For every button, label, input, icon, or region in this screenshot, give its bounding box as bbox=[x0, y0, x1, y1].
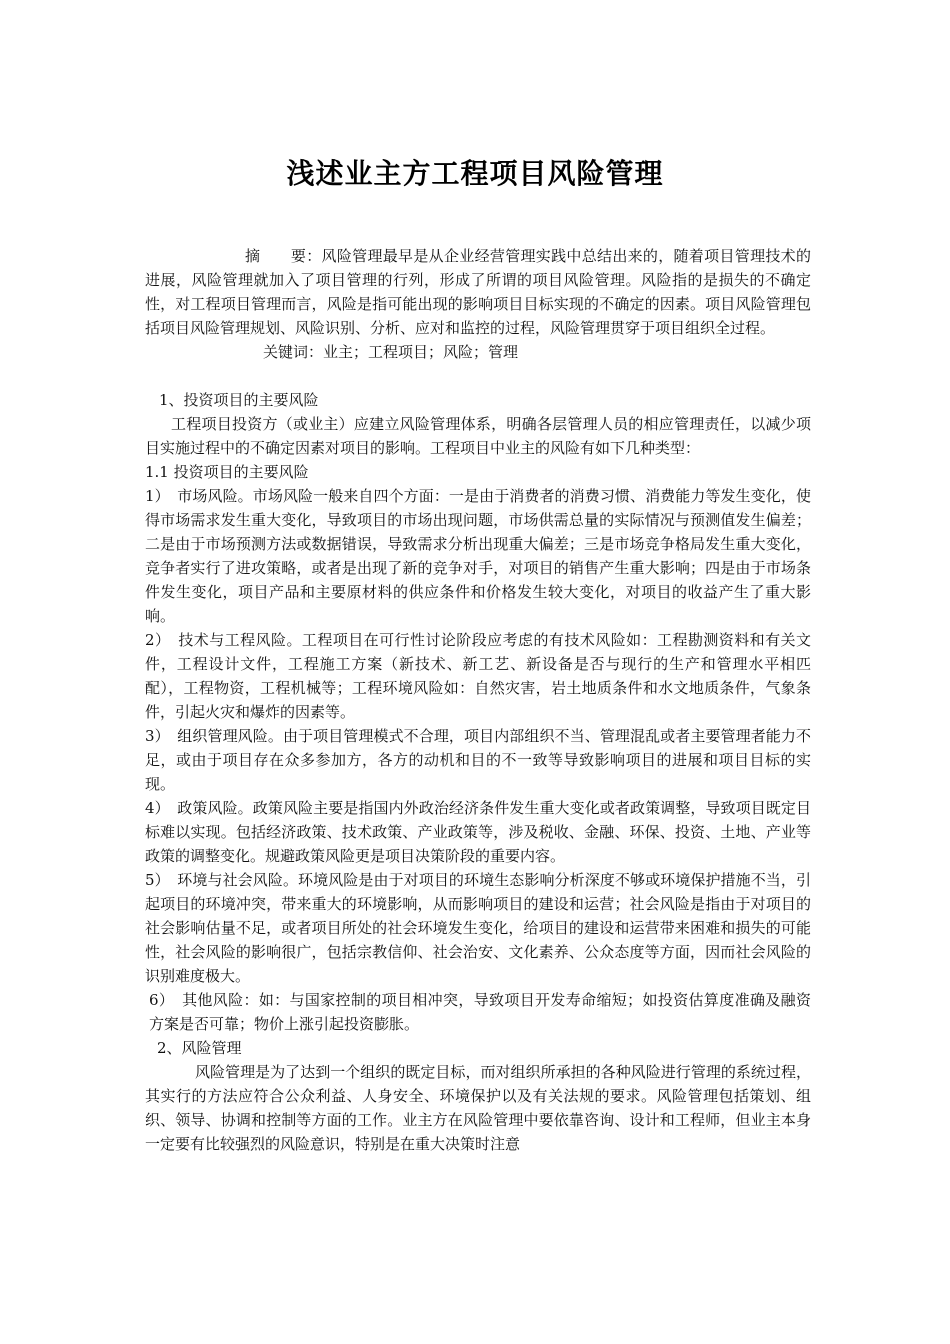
risk-item-policy: 4） 政策风险。政策风险主要是指国内外政治经济条件发生重大变化或者政策调整，导致项目既定目标难以实现。包括经济政策、技术政策、产业政策等，涉及税收、金融、环保、投资、土地、产业等政策的调整变化。规避政策风险更是项目决策阶段的重要内容。 bbox=[145, 799, 811, 865]
abstract-paragraph: 摘 要：风险管理最早是从企业经营管理实践中总结出来的，随着项目管理技术的进展，风险管理就加入了项目管理的行列，形成了所谓的项目风险管理。风险指的是损失的不确定性，对工程项目管理而言，风险是指可能出现的影响项目目标实现的不确定的因素。项目风险管理包括项目风险管理规划、风险识别、分析、应对和监控的过程，风险管理贯穿于项目组织全过程。 bbox=[145, 247, 811, 337]
risk-item-organization: 3） 组织管理风险。由于项目管理模式不合理，项目内部组织不当、管理混乱或者主要管理者能力不足，或由于项目存在众多参加方，各方的动机和目的不一致等导致影响项目的进展和项目目标的实现。 bbox=[145, 727, 811, 793]
keywords-line: 关键词：业主；工程项目；风险；管理 bbox=[263, 343, 519, 361]
section-1-intro: 工程项目投资方（或业主）应建立风险管理体系，明确各层管理人员的相应管理责任，以减少项目实施过程中的不确定因素对项目的影响。工程项目中业主的风险有如下几种类型： bbox=[145, 415, 811, 457]
risk-item-other: 6） 其他风险：如：与国家控制的项目相冲突，导致项目开发寿命缩短；如投资估算度准确及融资方案是否可靠；物价上涨引起投资膨胀。 bbox=[149, 991, 811, 1033]
risk-item-market: 1） 市场风险。市场风险一般来自四个方面：一是由于消费者的消费习惯、消费能力等发生变化，使得市场需求发生重大变化，导致项目的市场出现问题，市场供需总量的实际情况与预测值发生偏差；二是由于市场预测方法或数据错误，导致需求分析出现重大偏差；三是市场竞争格局发生重大变化，竞争者实行了进攻策略，或者是出现了新的竞争对手，对项目的销售产生重大影响；四是由于市场条件发生变化，项目产品和主要原材料的供应条件和价格发生较大变化，对项目的收益产生了重大影响。 bbox=[145, 487, 811, 625]
blank-line bbox=[145, 364, 811, 388]
section-2-paragraph: 风险管理是为了达到一个组织的既定目标，而对组织所承担的各种风险进行管理的系统过程，其实行的方法应符合公众利益、人身安全、环境保护以及有关法规的要求。风险管理包括策划、组织、领导、协调和控制等方面的工作。业主方在风险管理中要依靠咨询、设计和工程师，但业主本身一定要有比较强烈的风险意识，特别是在重大决策时注意 bbox=[145, 1063, 811, 1153]
section-2-heading: 2、风险管理 bbox=[157, 1039, 242, 1057]
section-1-1-heading: 1.1 投资项目的主要风险 bbox=[145, 463, 309, 481]
risk-item-environment: 5） 环境与社会风险。环境风险是由于对项目的环境生态影响分析深度不够或环境保护措施不当，引起项目的环境冲突，带来重大的环境影响，从而影响项目的建设和运营；社会风险是指由于对项目的社会影响估量不足，或者项目所处的社会环境发生变化，给项目的建设和运营带来困难和损失的可能性，社会风险的影响很广，包括宗教信仰、社会治安、文化素养、公众态度等方面，因而社会风险的识别难度极大。 bbox=[145, 871, 811, 985]
document-body bbox=[145, 244, 811, 1156]
risk-item-technical: 2） 技术与工程风险。工程项目在可行性讨论阶段应考虑的有技术风险如：工程勘测资料和有关文件，工程设计文件，工程施工方案（新技术、新工艺、新设备是否与现行的生产和管理水平相匹配），工程物资，工程机械等；工程环境风险如：自然灾害，岩土地质条件和水文地质条件，气象条件，引起火灾和爆炸的因素等。 bbox=[145, 631, 811, 721]
section-1-heading: 1、投资项目的主要风险 bbox=[159, 391, 319, 409]
page-title: 浅述业主方工程项目风险管理 bbox=[286, 157, 664, 190]
